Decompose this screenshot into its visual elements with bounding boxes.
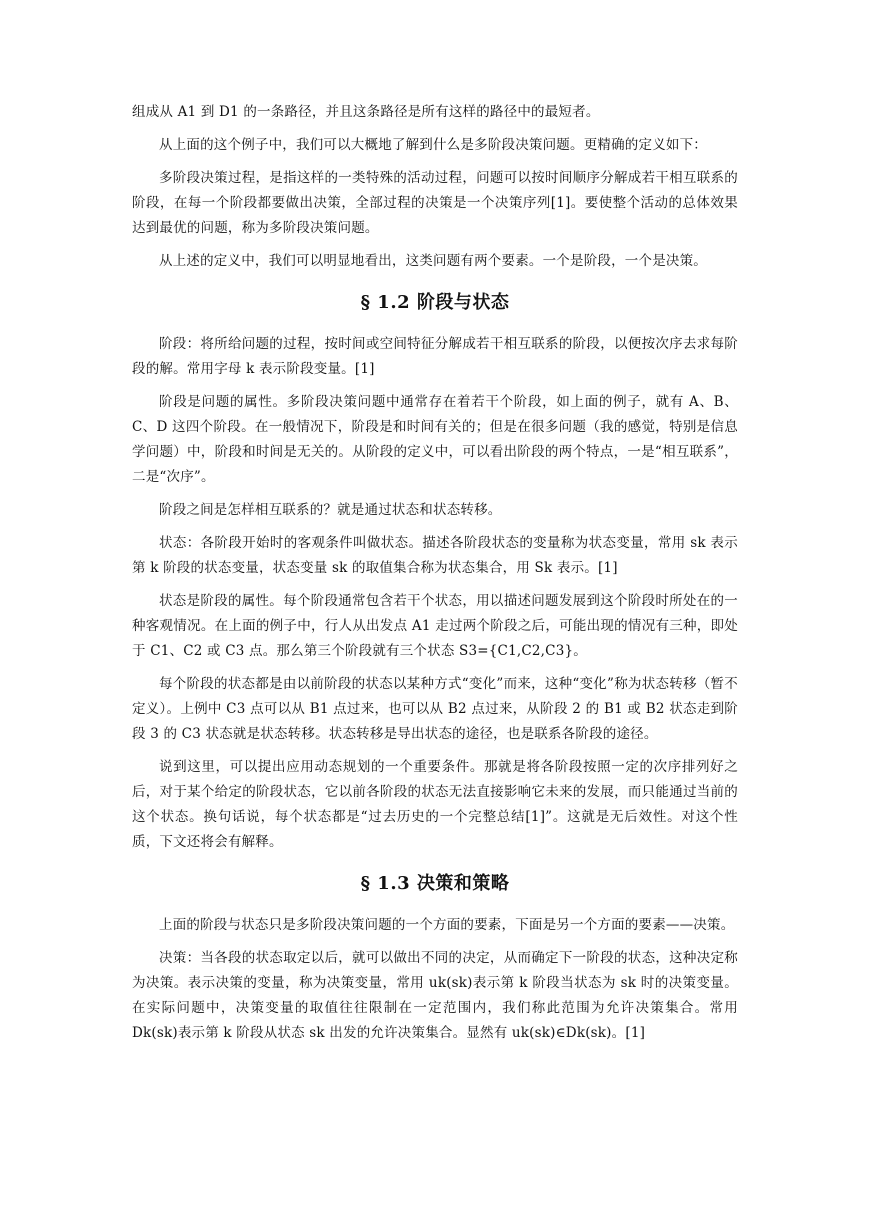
- paragraph-definition: 多阶段决策过程，是指这样的一类特殊的活动过程，问题可以按时间顺序分解成若干相互联系的阶段，在每一个阶段都要做出决策，全部过程的决策是一个决策序列[1]。要使整个活动的总体效果达到最优的问题，称为多阶段决策问题。: [132, 170, 738, 236]
- paragraph-stage-attribute: 阶段是问题的属性。多阶段决策问题中通常存在着若干个阶段，如上面的例子，就有 A、B、C、D 这四个阶段。在一般情况下，阶段是和时间有关的；但是在很多问题（我的感觉，特别是信息学问题）中，阶段和时间是无关的。从阶段的定义中，可以看出阶段的两个特点，一是“相互联系”，二是“次序”。: [132, 394, 738, 485]
- paragraph-state-attribute: 状态是阶段的属性。每个阶段通常包含若干个状态，用以描述问题发展到这个阶段时所处在的一种客观情况。在上面的例子中，行人从出发点 A1 走过两个阶段之后，可能出现的情况有三种，即处于 C1、C2 或 C3 点。那么第三个阶段就有三个状态 S3={C1,C2,C3}。: [132, 593, 738, 659]
- paragraph-decision-definition: 决策：当各段的状态取定以后，就可以做出不同的决定，从而确定下一阶段的状态，这种决定称为决策。表示决策的变量，称为决策变量，常用 uk(sk)表示第 k 阶段当状态为 sk 时的决策变量。在实际问题中，决策变量的取值往往限制在一定范围内，我们称此范围为允许决策集合。常用 Dk(sk)表示第 k 阶段从状态 sk 出发的允许决策集合。显然有 uk(sk)∈Dk(sk)。[1]: [132, 950, 738, 1041]
- paragraph-stage-connection: 阶段之间是怎样相互联系的？就是通过状态和状态转移。: [159, 502, 502, 518]
- paragraph-two-elements: 从上述的定义中，我们可以明显地看出，这类问题有两个要素。一个是阶段，一个是决策。: [159, 253, 707, 269]
- paragraph-intro-example: 从上面的这个例子中，我们可以大概地了解到什么是多阶段决策问题。更精确的定义如下：: [159, 137, 707, 153]
- paragraph-decision-intro: 上面的阶段与状态只是多阶段决策问题的一个方面的要素，下面是另一个方面的要素——决策。: [159, 917, 735, 933]
- paragraph-no-aftereffect: 说到这里，可以提出应用动态规划的一个重要条件。那就是将各阶段按照一定的次序排列好之后，对于某个给定的阶段状态，它以前各阶段的状态无法直接影响它未来的发展，而只能通过当前的这个状态。换句话说，每个状态都是“过去历史的一个完整总结[1]”。这就是无后效性。对这个性质，下文还将会有解释。: [132, 759, 738, 850]
- paragraph-state-transition: 每个阶段的状态都是由以前阶段的状态以某种方式“变化”而来，这种“变化”称为状态转移（暂不定义）。上例中 C3 点可以从 B1 点过来，也可以从 B2 点过来，从阶段 2 的 B1 或 B2 状态走到阶段 3 的 C3 状态就是状态转移。状态转移是导出状态的途径，也是联系各阶段的途径。: [132, 676, 738, 742]
- section-heading-decision-strategy: § 1.3 决策和策略: [360, 873, 510, 894]
- section-heading-stage-state: § 1.2 阶段与状态: [360, 292, 510, 313]
- paragraph-state-definition: 状态：各阶段开始时的客观条件叫做状态。描述各阶段状态的变量称为状态变量，常用 sk 表示第 k 阶段的状态变量，状态变量 sk 的取值集合称为状态集合，用 Sk 表示。[1]: [132, 535, 738, 576]
- paragraph-stage-definition: 阶段：将所给问题的过程，按时间或空间特征分解成若干相互联系的阶段，以便按次序去求每阶段的解。常用字母 k 表示阶段变量。[1]: [132, 336, 738, 377]
- paragraph-continuation: 组成从 A1 到 D1 的一条路径，并且这条路径是所有这样的路径中的最短者。: [132, 104, 600, 120]
- document-page: [132, 100, 738, 1054]
